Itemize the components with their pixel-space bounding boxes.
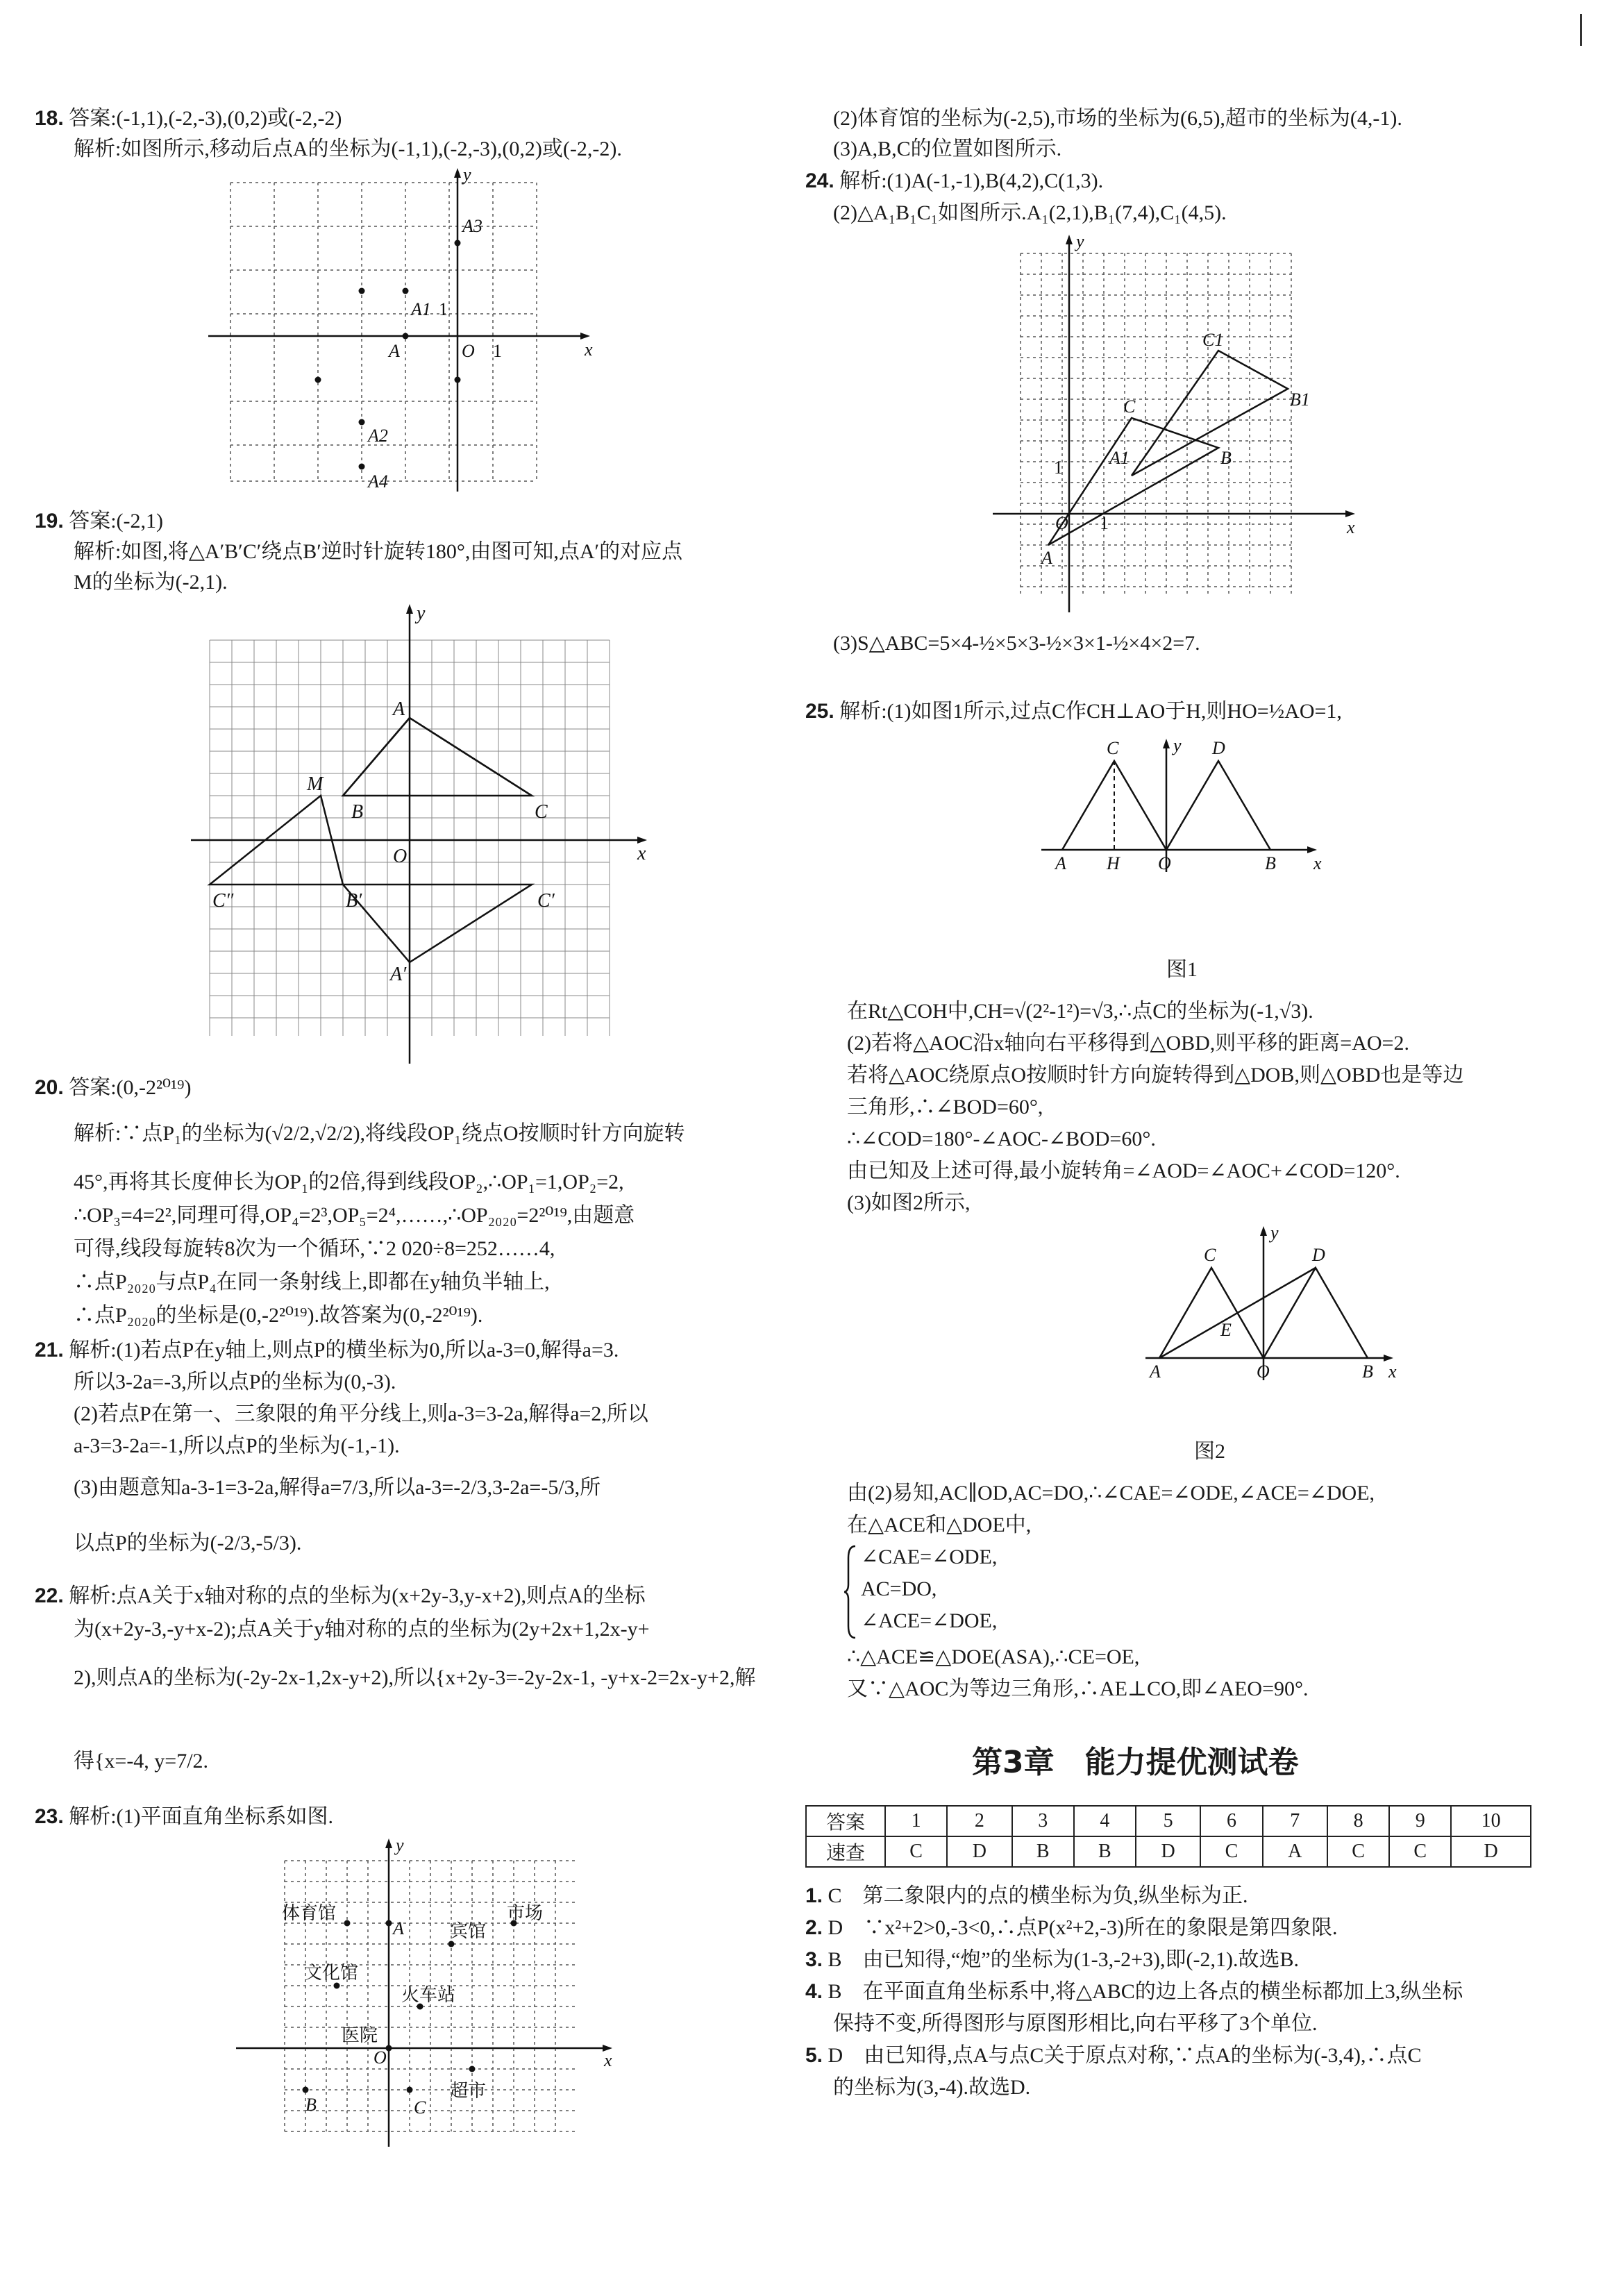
table-cell: B <box>1074 1836 1136 1867</box>
q19-coordinate-grid <box>187 598 660 1071</box>
q22-line1: 22. 解析:点A关于x轴对称的点的坐标为(x+2y-3,y-x+2),则点A的坐标 <box>35 1584 646 1607</box>
q24-label-c1: C1 <box>1202 330 1224 350</box>
table-header-cell: 速查 <box>806 1836 885 1867</box>
q25f2-label-d: D <box>1312 1245 1325 1265</box>
q25-line5: 三角形,∴∠BOD=60°, <box>847 1096 1043 1118</box>
q24-line3: (3)S△ABC=5×4-½×5×3-½×3×1-½×4×2=7. <box>833 632 1200 655</box>
q19-label-b-prime: B′ <box>346 890 362 912</box>
q18-label-o: O <box>462 341 475 361</box>
q24-figure <box>986 229 1375 618</box>
q25-system-line2: AC=DO, <box>861 1577 937 1600</box>
q20-answer: 20. 答案:(0,-2²⁰¹⁹) <box>35 1076 192 1099</box>
mc-item-5-cont: 的坐标为(3,-4).故选D. <box>833 2076 1031 2099</box>
q25f1-label-d: D <box>1212 738 1225 758</box>
q19-label-c-double-prime: C″ <box>212 890 234 912</box>
mc-item-4: 4. B 在平面直角坐标系中,将△ABC的边上各点的横坐标都加上3,纵坐标 <box>805 1980 1463 2003</box>
table-cell: D <box>947 1836 1011 1867</box>
q21-line3: (2)若点P在第一、三象限的角平分线上,则a-3=3-2a,解得a=2,所以 <box>74 1402 648 1425</box>
q19-line2: M的坐标为(-2,1). <box>74 571 228 594</box>
q19-answer: 19. 答案:(-2,1) <box>35 510 164 533</box>
edge-mark <box>1580 14 1582 46</box>
q23-label-binguan: 宾馆 <box>450 1921 487 1941</box>
q20-line1: 解析:∵点P₁的坐标为(√2/2,√2/2),将线段OP₁绕点O按顺时针方向旋转 <box>74 1122 685 1145</box>
q21-line2: 所以3-2a=-3,所以点P的坐标为(0,-3). <box>74 1371 396 1393</box>
q25-figure1 <box>1041 733 1333 872</box>
table-cell: 3 <box>1012 1806 1074 1836</box>
mc-item-1: 1. C 第二象限内的点的横坐标为负,纵坐标为正. <box>805 1884 1248 1907</box>
q20-line5: ∴点P₂₀₂₀与点P₄在同一条射线上,即都在y轴负半轴上, <box>74 1271 550 1293</box>
table-cell: D <box>1451 1836 1531 1867</box>
q23-label-shichang: 市场 <box>507 1903 544 1923</box>
q18-label-a4: A4 <box>368 471 388 492</box>
q24-label-x: x <box>1347 517 1355 537</box>
q21-line5: (3)由题意知a-3-1=3-2a,解得a=7/3,所以a-3=-2/3,3-2a=-5/3,所 <box>74 1476 601 1499</box>
q18-point <box>359 288 365 294</box>
q25-figure2-caption: 图2 <box>1194 1440 1225 1463</box>
table-cell: 5 <box>1136 1806 1200 1836</box>
q18-analysis: 解析:如图所示,移动后点A的坐标为(-1,1),(-2,-3),(0,2)或(-2,-2). <box>74 137 622 160</box>
q22-line3: 2),则点A的坐标为(-2y-2x-1,2x-y+2),所以{x+2y-3=-2y-2x-1, -y+x-2=2x-y+2,解 <box>74 1666 756 1689</box>
q18-point-a2 <box>359 419 365 426</box>
q19-label-c: C <box>535 801 548 823</box>
q23-label-o: O <box>373 2047 387 2068</box>
mc-item-2: 2. D ∵x²+2>0,-3<0,∴点P(x²+2,-3)所在的象限是第四象限. <box>805 1916 1338 1939</box>
q20-line2: 45°,再将其长度伸长为OP₁的2倍,得到线段OP₂,∴OP₁=1,OP₂=2, <box>74 1171 624 1193</box>
table-row <box>806 1836 1531 1867</box>
q18-label-y: y <box>463 165 471 185</box>
q25-line7: 由已知及上述可得,最小旋转角=∠AOD=∠AOC+∠COD=120°. <box>847 1159 1400 1182</box>
q25-figure1-caption: 图1 <box>1166 958 1198 981</box>
table-row <box>806 1806 1531 1836</box>
table-cell: 2 <box>947 1806 1011 1836</box>
q23-label-wenhuaguan: 文化馆 <box>304 1963 359 1983</box>
q25f1-label-h: H <box>1107 853 1120 872</box>
q19-label-o: O <box>393 846 408 867</box>
q25f2-label-y: y <box>1270 1223 1279 1243</box>
q25-line3: (2)若将△AOC沿x轴向右平移得到△OBD,则平移的距离=AO=2. <box>847 1032 1409 1055</box>
q25-line2: 在Rt△COH中,CH=√(2²-1²)=√3,∴点C的坐标为(-1,√3). <box>847 1000 1313 1023</box>
q25-line9: 由(2)易知,AC∥OD,AC=DO,∴∠CAE=∠ODE,∠ACE=∠DOE, <box>847 1482 1375 1505</box>
q18-point-a <box>403 333 409 340</box>
mc-item-5: 5. D 由已知得,点A与点C关于原点对称,∵点A的坐标为(-3,4),∴点C <box>805 2044 1422 2067</box>
q18-label-a3: A3 <box>462 216 482 236</box>
q20-line4: 可得,线段每旋转8次为一个循环,∵2 020÷8=252……4, <box>74 1237 555 1260</box>
table-cell: 9 <box>1389 1806 1451 1836</box>
q23-point-wenhuaguan <box>334 1983 340 1989</box>
table-cell: C <box>1200 1836 1262 1867</box>
q23-label-yiyuan: 医院 <box>342 2025 378 2045</box>
table-cell: D <box>1136 1836 1200 1867</box>
table-cell: C <box>1327 1836 1389 1867</box>
q23-label-huochezhan: 火车站 <box>401 1985 456 2005</box>
q24-label-a1: A1 <box>1109 448 1130 468</box>
q25-line10: 在△ACE和△DOE中, <box>847 1514 1032 1536</box>
q23-label-c: C <box>414 2097 426 2118</box>
table-cell: C <box>1389 1836 1451 1867</box>
q25-figure2 <box>1145 1221 1409 1380</box>
q25-line8: (3)如图2所示, <box>847 1191 971 1214</box>
table-cell: 10 <box>1451 1806 1531 1836</box>
q18-coordinate-grid <box>201 165 604 498</box>
q25f1-label-c: C <box>1107 738 1119 758</box>
q24-tick-1-x: 1 <box>1100 513 1109 533</box>
table-cell: 1 <box>885 1806 947 1836</box>
q23-label-y: y <box>396 1835 404 1855</box>
q25f2-segment-ad <box>1159 1268 1316 1358</box>
q19-label-a-prime: A′ <box>390 964 407 985</box>
q19-label-a: A <box>393 698 405 720</box>
q24-line2: (2)△A₁B₁C₁如图所示.A₁(2,1),B₁(7,4),C₁(4,5). <box>833 201 1227 224</box>
q25f2-label-a: A <box>1150 1361 1161 1380</box>
q22-line2: 为(x+2y-3,-y+x-2);点A关于y轴对称的点的坐标为(2y+2x+1,2x-y+ <box>74 1618 650 1641</box>
q23-label-b: B <box>305 2095 317 2115</box>
q19-label-y: y <box>417 603 426 624</box>
q21-line1: 21. 解析:(1)若点P在y轴上,则点P的横坐标为0,所以a-3=0,解得a=3. <box>35 1339 619 1361</box>
q18-answer: 18. 答案:(-1,1),(-2,-3),(0,2)或(-2,-2) <box>35 107 342 130</box>
q23-label-x: x <box>604 2050 612 2070</box>
q23-point-tiyuguan <box>344 1920 351 1927</box>
q25f1-label-y: y <box>1173 735 1182 755</box>
table-cell: 6 <box>1200 1806 1262 1836</box>
q20-line3: ∴OP₃=4=2²,同理可得,OP₄=2³,OP₅=2⁴,……,∴OP₂₀₂₀=2²⁰¹⁹,由题意 <box>74 1204 635 1227</box>
q25f2-label-c: C <box>1204 1245 1216 1265</box>
q23-point-binguan <box>448 1941 455 1947</box>
q18-tick-1-y: 1 <box>439 299 448 319</box>
q18-point <box>315 377 321 383</box>
q24-label-a: A <box>1041 548 1052 568</box>
chapter-title: 第3章 能力提优测试卷 <box>972 1745 1299 1780</box>
q18-point-a1 <box>403 288 409 294</box>
q25-line12: 又∵△AOC为等边三角形,∴AE⊥CO,即∠AEO=90°. <box>847 1677 1309 1700</box>
q24-label-c: C <box>1123 396 1136 417</box>
q22-line4: 得{x=-4, y=7/2. <box>74 1750 209 1773</box>
q25-figure2-drawing <box>1145 1221 1409 1380</box>
q19-figure <box>187 598 660 1071</box>
q23-label-tiyuguan: 体育馆 <box>282 1903 337 1923</box>
q25f2-label-b: B <box>1362 1361 1373 1380</box>
q19-line1: 解析:如图,将△A′B′C′绕点B′逆时针旋转180°,由图可知,点A′的对应点 <box>74 540 683 563</box>
q25-figure1-drawing <box>1041 733 1333 872</box>
q24-coordinate-grid <box>986 229 1375 618</box>
q25-system-line3: ∠ACE=∠DOE, <box>861 1609 998 1632</box>
table-cell: 7 <box>1263 1806 1327 1836</box>
q25f2-label-x: x <box>1388 1361 1397 1380</box>
q25f1-label-b: B <box>1265 853 1276 872</box>
q24-line1: 24. 解析:(1)A(-1,-1),B(4,2),C(1,3). <box>805 169 1104 192</box>
mc-item-3: 3. B 由已知得,“炮”的坐标为(1-3,-2+3),即(-2,1).故选B. <box>805 1948 1300 1971</box>
q23b-line1: (2)体育馆的坐标为(-2,5),市场的坐标为(6,5),超市的坐标为(4,-1). <box>833 107 1402 130</box>
q24-label-b: B <box>1220 448 1232 468</box>
q19-label-b: B <box>351 801 364 823</box>
q23-point-a <box>386 1920 392 1927</box>
table-cell: A <box>1263 1836 1327 1867</box>
answer-quick-table <box>805 1805 1531 1868</box>
q20-line6: ∴点P₂₀₂₀的坐标是(0,-2²⁰¹⁹).故答案为(0,-2²⁰¹⁹). <box>74 1304 483 1327</box>
q18-label-a2: A2 <box>368 426 388 446</box>
q18-tick-1-x: 1 <box>493 341 502 361</box>
q25-system-brace <box>844 1544 858 1640</box>
q18-label-a: A <box>389 341 400 361</box>
q24-triangle-a1b1c1 <box>1132 351 1288 476</box>
q19-label-c-prime: C′ <box>537 890 555 912</box>
q23-label-a: A <box>393 1918 404 1938</box>
q25f2-label-e: E <box>1220 1320 1232 1340</box>
q23-label-chaoshi: 超市 <box>450 2081 487 2101</box>
q19-label-m: M <box>307 773 324 795</box>
q19-triangle-a1b1c1 <box>343 885 532 962</box>
q24-triangle-abc <box>1048 418 1218 545</box>
q18-point <box>455 377 461 383</box>
q18-figure <box>201 165 604 498</box>
q25-line4: 若将△AOC绕原点O按顺时针方向旋转得到△DOB,则△OBD也是等边 <box>847 1064 1464 1087</box>
q19-label-x: x <box>637 843 646 864</box>
q23b-line2: (3)A,B,C的位置如图所示. <box>833 137 1062 160</box>
q21-line4: a-3=3-2a=-1,所以点P的坐标为(-1,-1). <box>74 1434 400 1457</box>
q21-line6: 以点P的坐标为(-2/3,-5/3). <box>74 1532 302 1555</box>
q24-label-b1: B1 <box>1290 389 1310 410</box>
q24-tick-1-y: 1 <box>1054 458 1063 478</box>
q23-coordinate-grid <box>229 1833 618 2152</box>
q23-point-chaoshi <box>469 2066 476 2072</box>
q25f1-label-x: x <box>1313 853 1322 872</box>
q24-label-y: y <box>1076 231 1084 251</box>
q25f1-label-o: O <box>1158 853 1171 872</box>
table-cell: C <box>885 1836 947 1867</box>
q23-point-yiyuan <box>386 2045 392 2052</box>
q25f2-label-o: O <box>1257 1361 1270 1380</box>
q19-triangle-abc <box>343 718 532 796</box>
q25-line1: 25. 解析:(1)如图1所示,过点C作CH⊥AO于H,则HO=½AO=1, <box>805 700 1342 723</box>
q18-point-a4 <box>359 464 365 470</box>
q18-point-a3 <box>455 240 461 246</box>
table-cell: 4 <box>1074 1806 1136 1836</box>
q25f1-label-a: A <box>1055 853 1066 872</box>
mc-item-4-cont: 保持不变,所得图形与原图形相比,向右平移了3个单位. <box>833 2012 1318 2035</box>
q24-label-o: O <box>1055 513 1068 533</box>
q25-line6: ∴∠COD=180°-∠AOC-∠BOD=60°. <box>847 1128 1156 1150</box>
table-cell: 8 <box>1327 1806 1389 1836</box>
q25-line11: ∴△ACE≌△DOE(ASA),∴CE=OE, <box>847 1645 1140 1668</box>
q23-point-c <box>407 2087 413 2093</box>
q18-label-x: x <box>585 340 593 360</box>
q23-point-b <box>303 2087 309 2093</box>
table-cell: B <box>1012 1836 1074 1867</box>
q23-figure <box>229 1833 618 2152</box>
q18-label-a1: A1 <box>411 299 431 319</box>
table-header-cell: 答案 <box>806 1806 885 1836</box>
q23-line1: 23. 解析:(1)平面直角坐标系如图. <box>35 1805 334 1828</box>
q25-system-line1: ∠CAE=∠ODE, <box>861 1545 998 1568</box>
